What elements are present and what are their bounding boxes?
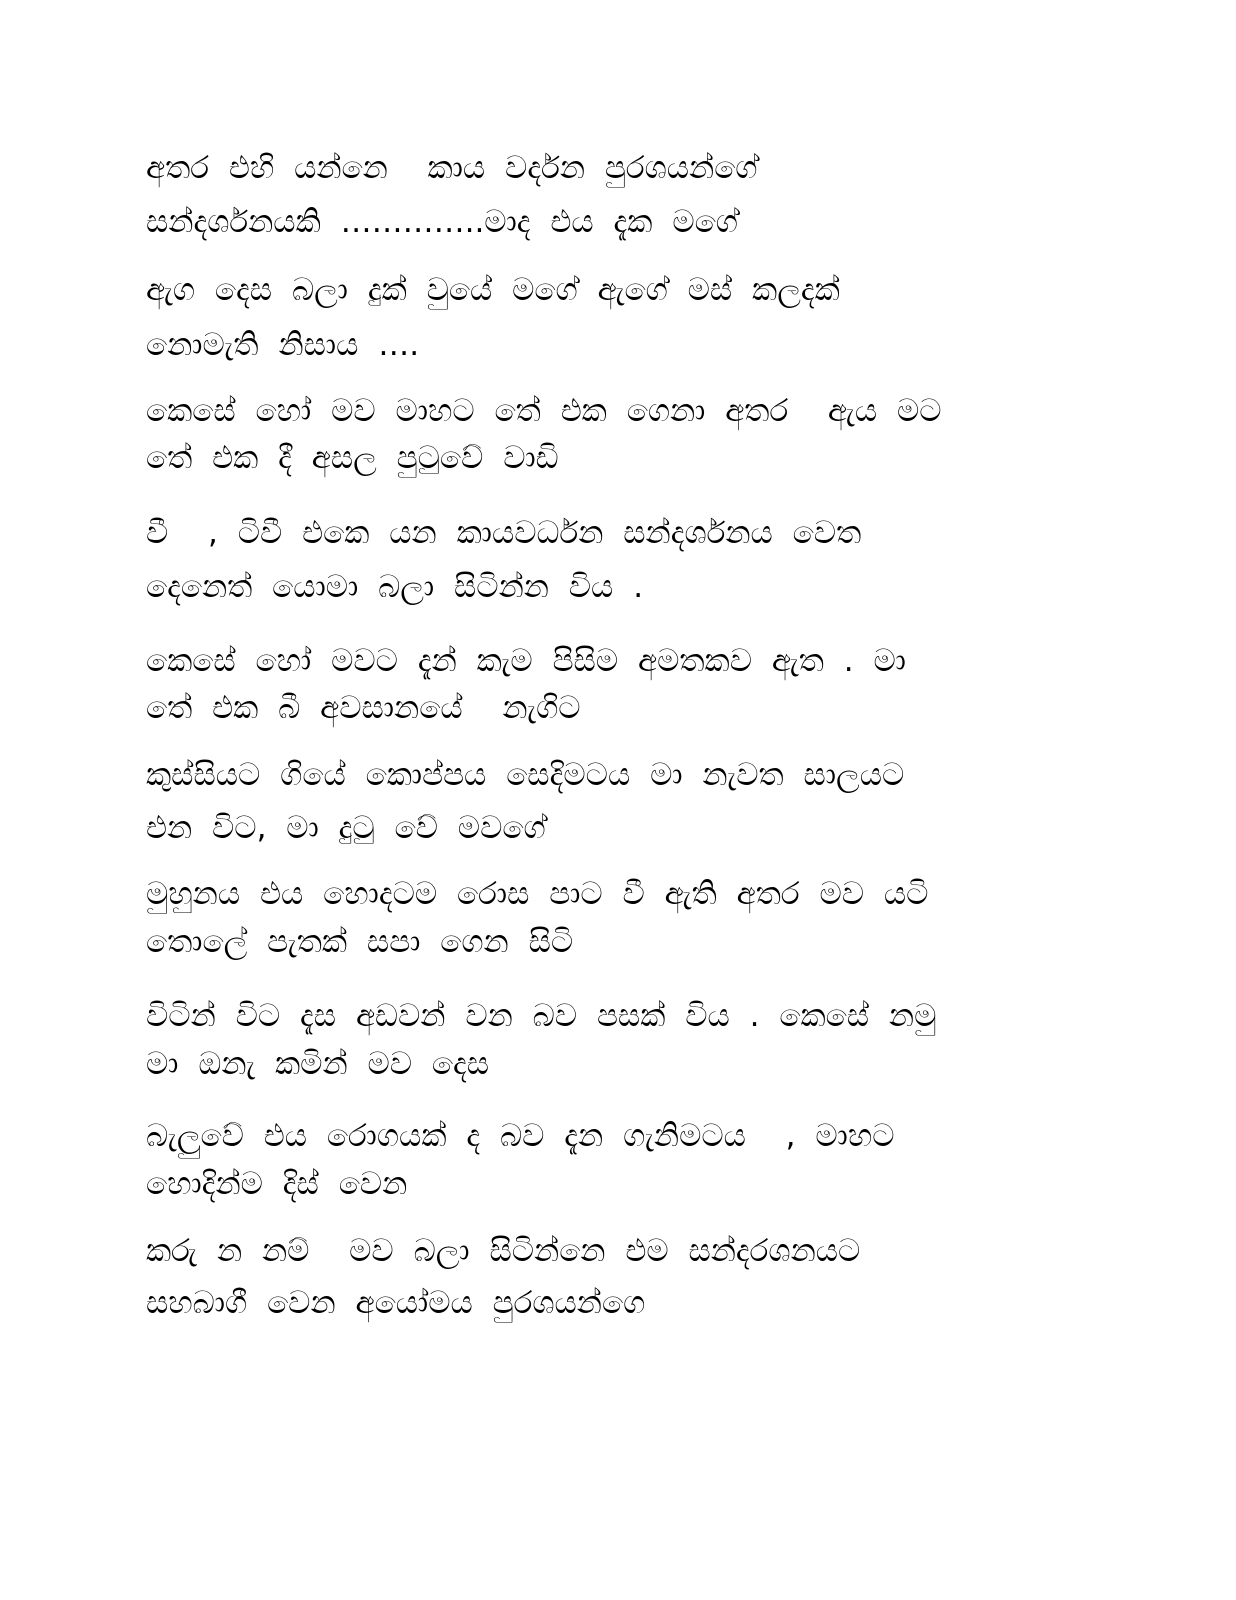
text-line: මුහුනය එය හොදටම රොස පාට වී ඇති අතර මව යටි [146,876,929,912]
text-line: කෙසේ හෝ මව මාහට තේ එක ගෙනා අතර ඇය මට [146,393,942,429]
text-line: කෙසේ හෝ මවට දැන් කැම පිසිම අමතකව ඇත . මා [146,643,906,679]
text-line: අතර එහි යන්නෙ කාය වර්දන පුරශයන්ගේ [146,150,758,186]
text-line: කුස්සියට ගියේ කොප්පය සෙදිමටය මා නැවත සාලයට [146,757,905,793]
text-line: බැලුවේ එය රොගයක් ද බව දැන ගැනිමටය , මාහට [146,1118,895,1154]
text-line: තේ එක බී අවසානයේ නැගිට [146,690,581,726]
text-line: හොදින්ම දිස් වෙන [146,1166,408,1202]
text-line: වී , ටිවී එකෙ යන කායවර්ධන සන්දර්ශනය වෙත [146,515,862,551]
text-line: නොමැති නිසාය …. [146,327,420,363]
text-line: එන විට, මා දුටු වේ මවගේ [146,810,546,846]
text-line: දෙනෙත් යොමා බලා සිටින්න විය . [146,569,644,605]
text-line: තොලේ පැතක් සපා ගෙන සිටි [146,924,574,960]
text-line: සන්දර්ශනයකි …………..මාද එය දැක මගේ [146,204,738,240]
text-line: ඇග දෙස බලා දුක් වුයේ මගේ ඇගේ මස් කලදක් [146,272,840,308]
text-line: තේ එක දී අසල පුටුවේ වාඩි [146,440,559,476]
text-line: මා ඔනැ කමින් මව දෙස [146,1046,490,1082]
text-line: සහබාගී වෙන අයෝමය පුරශයන්ගෙ [146,1285,646,1321]
text-line: කරු න නම් මව බලා සිටින්නෙ එම සන්දරශනයට [146,1233,861,1269]
text-line: විටින් විට දැස අඩවන් වන බව පසක් විය . කෙසේ නමු [146,998,937,1034]
